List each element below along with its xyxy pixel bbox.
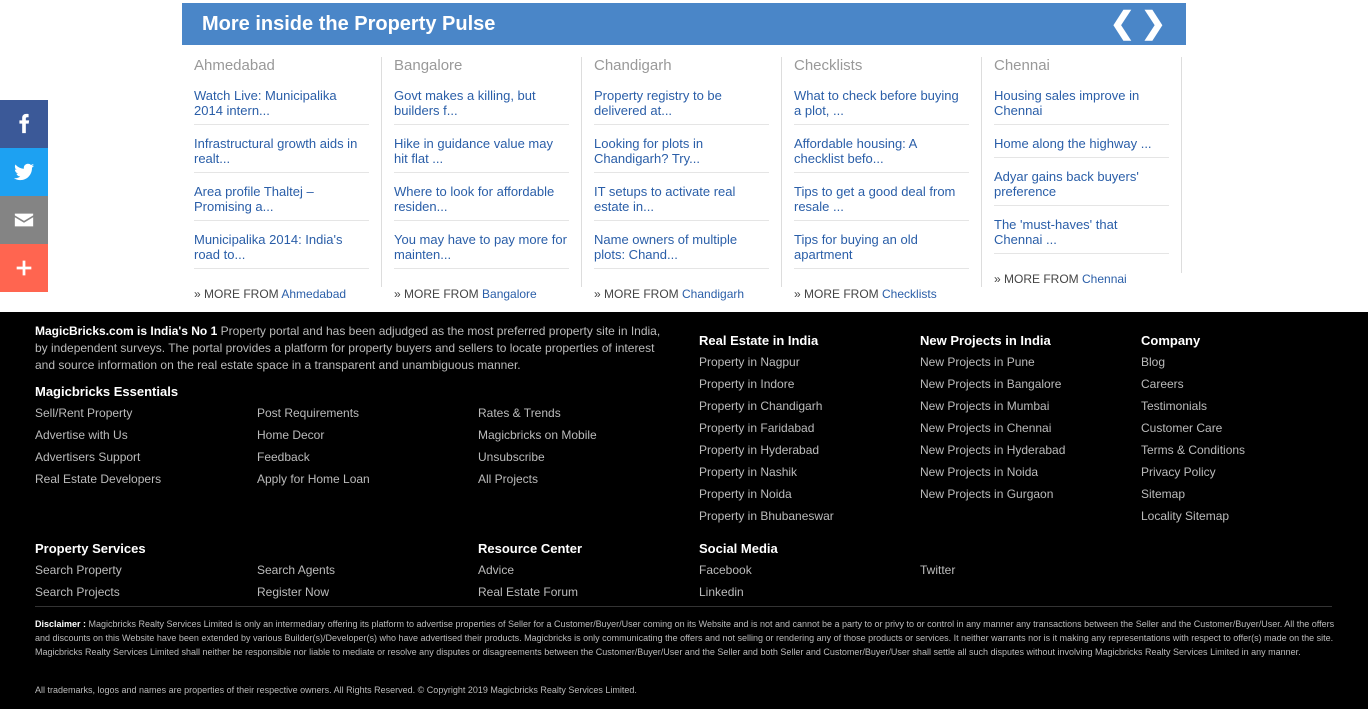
- email-share-button[interactable]: [0, 196, 48, 244]
- resource-center-heading: Resource Center: [478, 541, 583, 556]
- footer-link[interactable]: Apply for Home Loan: [257, 472, 370, 486]
- pulse-columns: [182, 57, 1186, 301]
- copyright: All trademarks, logos and names are properties of their respective owners. All Rights Reserved. © Copyright 2019 Magicbricks Realty Services Limited.: [35, 685, 637, 695]
- footer-link[interactable]: Search Property: [35, 563, 122, 577]
- property-services-col1: [35, 559, 122, 603]
- more-from-city[interactable]: Bangalore: [482, 287, 537, 301]
- footer-link[interactable]: Property in Indore: [699, 377, 795, 391]
- footer-link[interactable]: Terms & Conditions: [1141, 443, 1246, 457]
- footer-link[interactable]: Property in Nagpur: [699, 355, 800, 369]
- essentials-col2: [257, 402, 370, 490]
- pulse-article-link[interactable]: You may have to pay more for mainten...: [394, 229, 569, 269]
- footer-link[interactable]: Privacy Policy: [1141, 465, 1216, 479]
- pulse-article-link[interactable]: IT setups to activate real estate in...: [594, 181, 769, 221]
- chevron-right-icon[interactable]: ❯: [1140, 7, 1166, 40]
- footer-link[interactable]: Linkedin: [699, 585, 744, 599]
- footer-link[interactable]: Twitter: [920, 563, 956, 577]
- new-projects-links: [920, 351, 1065, 505]
- pulse-article-link[interactable]: Property registry to be delivered at...: [594, 85, 769, 125]
- more-prefix: » MORE FROM: [194, 287, 279, 301]
- real-estate-heading: Real Estate in India: [699, 333, 819, 348]
- essentials-heading: Magicbricks Essentials: [35, 384, 179, 399]
- footer-link[interactable]: New Projects in Hyderabad: [920, 443, 1066, 457]
- pulse-article-link[interactable]: Tips for buying an old apartment: [794, 229, 969, 269]
- footer-link[interactable]: Rates & Trends: [478, 406, 561, 420]
- pulse-column: [182, 57, 382, 301]
- property-services-col2: [257, 559, 335, 603]
- pulse-column: [782, 57, 982, 301]
- social-media-col1: [699, 559, 752, 603]
- pulse-article-link[interactable]: What to check before buying a plot, ...: [794, 85, 969, 125]
- pulse-article-link[interactable]: Affordable housing: A checklist befo...: [794, 133, 969, 173]
- footer-link[interactable]: New Projects in Mumbai: [920, 399, 1050, 413]
- footer-link[interactable]: Search Projects: [35, 585, 120, 599]
- more-from-link[interactable]: [594, 287, 769, 301]
- pulse-article-link[interactable]: Govt makes a killing, but builders f...: [394, 85, 569, 125]
- more-from-city[interactable]: Ahmedabad: [281, 287, 347, 301]
- pulse-column: [982, 57, 1182, 286]
- footer-link[interactable]: Home Decor: [257, 428, 325, 442]
- pulse-article-link[interactable]: Housing sales improve in Chennai: [994, 85, 1169, 125]
- pulse-title: More inside the Property Pulse: [202, 12, 496, 35]
- disclaimer: [35, 617, 1335, 659]
- twitter-share-button[interactable]: [0, 148, 48, 196]
- more-from-city[interactable]: Chandigarh: [682, 287, 745, 301]
- footer-link[interactable]: Property in Hyderabad: [699, 443, 820, 457]
- footer-link[interactable]: Customer Care: [1141, 421, 1223, 435]
- email-icon: [13, 209, 35, 231]
- footer-link[interactable]: Property in Chandigarh: [699, 399, 823, 413]
- pulse-article-link[interactable]: Watch Live: Municipalika 2014 intern...: [194, 85, 369, 125]
- pulse-header: [182, 3, 1186, 45]
- pulse-column: [582, 57, 782, 301]
- social-media-heading: Social Media: [699, 541, 778, 556]
- footer-link[interactable]: Careers: [1141, 377, 1184, 391]
- footer-link[interactable]: Advertisers Support: [35, 450, 141, 464]
- pulse-article-link[interactable]: Home along the highway ...: [994, 133, 1169, 158]
- more-from-link[interactable]: [994, 272, 1169, 286]
- essentials-col1: [35, 402, 161, 490]
- more-from-link[interactable]: [794, 287, 969, 301]
- pulse-article-link[interactable]: Tips to get a good deal from resale ...: [794, 181, 969, 221]
- chevron-left-icon[interactable]: ❮: [1109, 7, 1135, 40]
- footer-link[interactable]: Unsubscribe: [478, 450, 545, 464]
- new-projects-heading: New Projects in India: [920, 333, 1051, 348]
- footer-link[interactable]: Property in Bhubaneswar: [699, 509, 834, 523]
- footer-link[interactable]: New Projects in Pune: [920, 355, 1035, 369]
- pulse-column-title: Bangalore: [394, 57, 463, 74]
- footer-link[interactable]: Testimonials: [1141, 399, 1208, 413]
- footer-link[interactable]: New Projects in Noida: [920, 465, 1039, 479]
- footer-link[interactable]: Real Estate Developers: [35, 472, 162, 486]
- resource-center-links: [478, 559, 578, 603]
- pulse-article-link[interactable]: Adyar gains back buyers' preference: [994, 166, 1169, 206]
- facebook-icon: [13, 113, 35, 135]
- footer-link[interactable]: New Projects in Gurgaon: [920, 487, 1054, 501]
- pulse-article-link[interactable]: Looking for plots in Chandigarh? Try...: [594, 133, 769, 173]
- pulse-article-link[interactable]: Where to look for affordable residen...: [394, 181, 569, 221]
- footer-link[interactable]: Advice: [478, 563, 515, 577]
- pulse-column-title: Chennai: [994, 57, 1050, 74]
- real-estate-links: [699, 351, 834, 527]
- footer-link[interactable]: Blog: [1141, 355, 1166, 369]
- pulse-article-link[interactable]: Infrastructural growth aids in realt...: [194, 133, 369, 173]
- intro-bold: MagicBricks.com is India's No 1: [35, 324, 218, 338]
- essentials-col3: [478, 402, 597, 490]
- footer-link[interactable]: Search Agents: [257, 563, 336, 577]
- footer-link[interactable]: Advertise with Us: [35, 428, 128, 442]
- intro-text: Property portal and has been adjudged as the most preferred property site in India, by independent surveys. The portal provides a platform for property buyers and sellers to locate properties of interest and source information on the real estate space in a transparent and unambiguous manner.: [35, 324, 661, 372]
- more-prefix: » MORE FROM: [994, 272, 1079, 286]
- company-heading: Company: [1141, 333, 1201, 348]
- footer-link[interactable]: Property in Noida: [699, 487, 792, 501]
- footer-link[interactable]: Property in Nashik: [699, 465, 798, 479]
- more-from-link[interactable]: [394, 287, 569, 301]
- company-links: [1141, 351, 1245, 527]
- twitter-icon: [13, 161, 35, 183]
- site-footer: [0, 312, 1368, 709]
- more-from-city[interactable]: Checklists: [882, 287, 937, 301]
- footer-link[interactable]: Post Requirements: [257, 406, 360, 420]
- footer-link[interactable]: New Projects in Bangalore: [920, 377, 1062, 391]
- more-share-button[interactable]: [0, 244, 48, 292]
- footer-link[interactable]: Register Now: [257, 585, 330, 599]
- footer-link[interactable]: Property in Faridabad: [699, 421, 815, 435]
- footer-link[interactable]: Sitemap: [1141, 487, 1186, 501]
- footer-link[interactable]: Real Estate Forum: [478, 585, 579, 599]
- social-media-col2: [920, 559, 955, 581]
- disclaimer-text: Magicbricks Realty Services Limited is only an intermediary offering its platform to advertise properties of Seller for a Customer/Buyer/User coming on its Website and is not and cannot be a party to or privy to or control in any manner any transactions between the Seller and the Customer/Buyer/User. All the offers and discounts on this Website have been extended by various Builder(s)/Developer(s) who have advertised their products. Magicbricks is only communicating the offers and not selling or rendering any of those products or services. It neither warrants nor is it making any representations with respect to offer(s) made on the site. Magicbricks Realty Services Limited shall neither be responsible nor liable to mediate or resolve any disputes or disagreements between the Customer/Buyer/User and the Seller and both Seller and Customer/Buyer/User shall settle all such disputes without involving Magicbricks Realty Services Limited in any manner.: [35, 619, 1335, 657]
- footer-link[interactable]: Sell/Rent Property: [35, 406, 133, 420]
- pulse-arrows: [1110, 9, 1166, 39]
- footer-link[interactable]: Locality Sitemap: [1141, 509, 1230, 523]
- footer-divider: [35, 606, 1332, 607]
- pulse-article-link[interactable]: The 'must-haves' that Chennai ...: [994, 214, 1169, 254]
- more-prefix: » MORE FROM: [594, 287, 679, 301]
- pulse-article-link[interactable]: Name owners of multiple plots: Chand...: [594, 229, 769, 269]
- more-from-city[interactable]: Chennai: [1082, 272, 1127, 286]
- more-from-link[interactable]: [194, 287, 369, 301]
- plus-icon: [13, 257, 35, 279]
- pulse-article-link[interactable]: Hike in guidance value may hit flat ...: [394, 133, 569, 173]
- footer-intro: [35, 323, 665, 374]
- footer-link[interactable]: Magicbricks on Mobile: [478, 428, 597, 442]
- facebook-share-button[interactable]: [0, 100, 48, 148]
- property-pulse-section: [182, 3, 1186, 301]
- disclaimer-label: Disclaimer :: [35, 619, 87, 629]
- pulse-column-title: Chandigarh: [594, 57, 672, 74]
- pulse-column-title: Checklists: [794, 57, 863, 74]
- footer-link[interactable]: All Projects: [478, 472, 539, 486]
- footer-link[interactable]: New Projects in Chennai: [920, 421, 1052, 435]
- pulse-column: [382, 57, 582, 301]
- pulse-article-link[interactable]: Area profile Thaltej – Promising a...: [194, 181, 369, 221]
- property-services-heading: Property Services: [35, 541, 146, 556]
- more-prefix: » MORE FROM: [394, 287, 479, 301]
- share-sidebar: [0, 100, 48, 292]
- pulse-column-title: Ahmedabad: [194, 57, 275, 74]
- footer-link[interactable]: Facebook: [699, 563, 752, 577]
- more-prefix: » MORE FROM: [794, 287, 879, 301]
- footer-link[interactable]: Feedback: [257, 450, 310, 464]
- pulse-article-link[interactable]: Municipalika 2014: India's road to...: [194, 229, 369, 269]
